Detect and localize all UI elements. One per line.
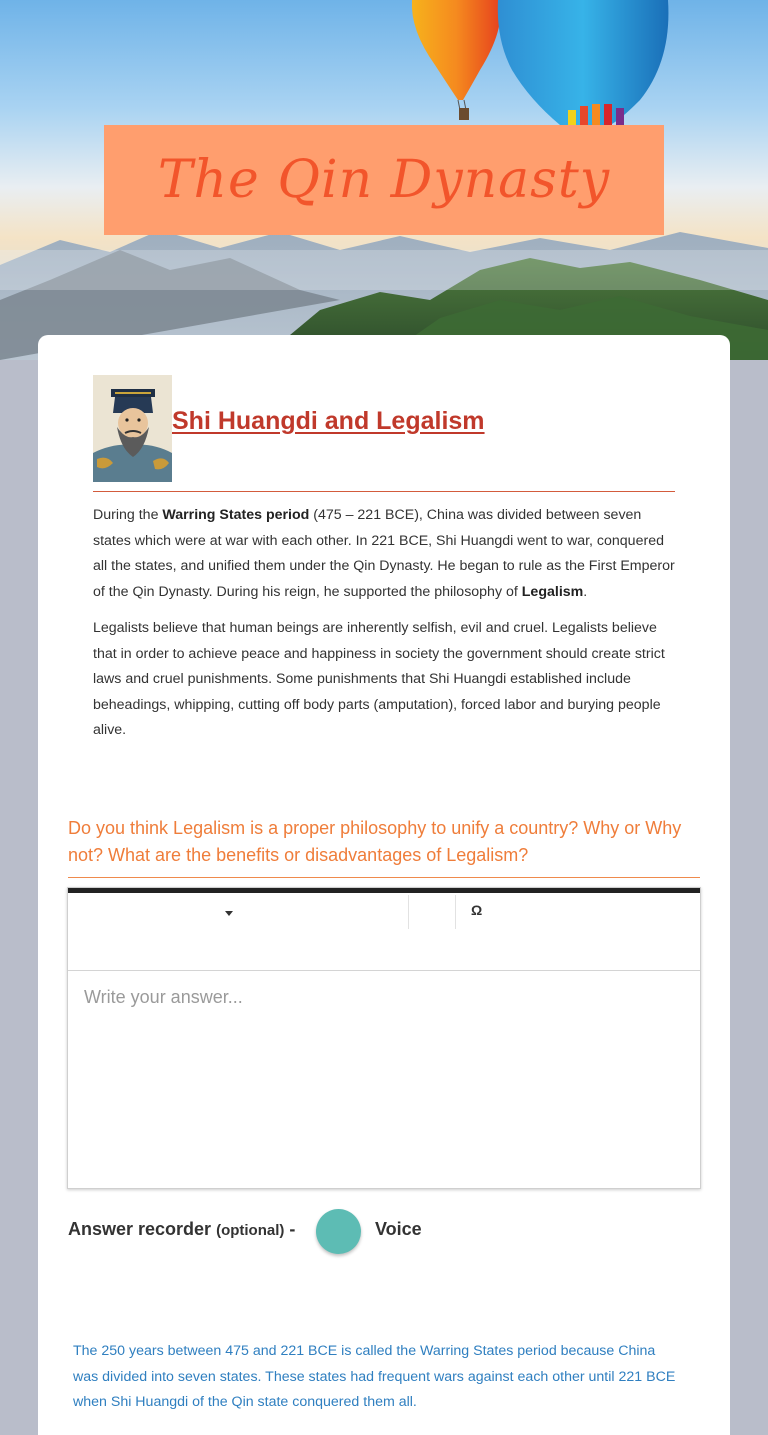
recorder-dash: - [289, 1219, 296, 1239]
toolbar-separator [408, 895, 409, 929]
hero-banner [0, 0, 768, 360]
toolbar-separator [455, 895, 456, 929]
lesson-paragraph-2: Legalists believe that human beings are inherently selfish, evil and cruel. Legalists believe that in order to achieve peace and happiness in society the government should create strict laws and cruel punishments. Some punishments that Shi Huangdi established include beheadings, whipping, cutting off body parts (amputation), forced labor and burying people alive. [93, 620, 665, 739]
record-button-icon[interactable] [316, 1209, 361, 1254]
lesson-bold-term: Warring States period [162, 507, 310, 523]
answer-editor [67, 887, 701, 1189]
recorder-optional-text: (optional) [216, 1222, 285, 1239]
content-card [38, 335, 730, 1435]
recorder-label-text: Answer recorder [68, 1219, 212, 1239]
answer-input[interactable] [68, 971, 700, 1187]
omega-icon[interactable]: Ω [471, 902, 483, 918]
section-title[interactable]: Shi Huangdi and Legalism [172, 407, 485, 435]
question-divider [68, 877, 700, 878]
section-divider [93, 491, 675, 492]
lesson-text: During the [93, 507, 163, 523]
emperor-portrait-image [93, 375, 172, 482]
lesson-text: (475 – 221 BCE), China was divided between seven states which were at war with each other. In 221 BCE, Shi Huangdi went to war, conquered all the states, and unified them under the Qin Dynasty. He began to rule as the First Emperor of the Qin Dynasty. During his reign, he supported the philosophy of [93, 507, 675, 600]
lesson-bold-term: Legalism [521, 583, 584, 600]
lesson-text: . [583, 583, 588, 600]
caret-down-icon[interactable] [223, 907, 237, 921]
lesson-paragraph-1 [93, 503, 675, 605]
editor-toolbar [68, 893, 700, 971]
title-banner [104, 125, 664, 235]
info-paragraph: The 250 years between 475 and 221 BCE is called the Warring States period because China was divided into seven states. These states had frequent wars against each other until 221 BCE when Shi Huangdi of the Qin state conquered them all. [73, 1343, 676, 1411]
voice-label: Voice [375, 1219, 422, 1239]
page-title: The Qin Dynasty [157, 150, 611, 210]
question-prompt: Do you think Legalism is a proper philosophy to unify a country? Why or Why not? What are the benefits or disadvantages of Legalism? [68, 818, 682, 865]
answer-recorder-label [68, 1219, 295, 1240]
